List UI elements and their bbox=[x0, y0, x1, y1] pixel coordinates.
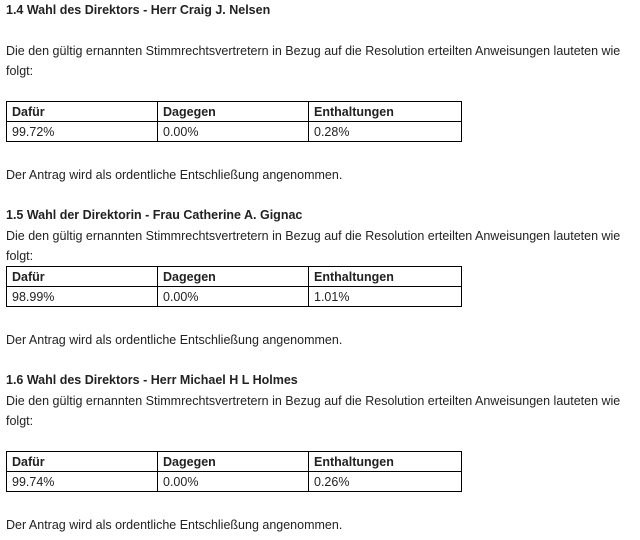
section-title-1-5: 1.5 Wahl der Direktorin - Frau Catherine A. Gignac bbox=[6, 208, 303, 222]
section-intro-1-4: Die den gültig ernannten Stimmrechtsvertretern in Bezug auf die Resolution erteilten Anweisungen lauteten wie folgt: bbox=[6, 44, 621, 78]
vote-table-header-row bbox=[7, 102, 462, 122]
value-against: 0.00% bbox=[158, 472, 309, 492]
header-against: Dagegen bbox=[158, 102, 309, 122]
section-title-1-6: 1.6 Wahl des Direktors - Herr Michael H L Holmes bbox=[6, 373, 298, 387]
vote-table-1-4 bbox=[6, 101, 462, 142]
header-against: Dagegen bbox=[158, 452, 309, 472]
header-for: Dafür bbox=[7, 102, 158, 122]
header-abstentions: Enthaltungen bbox=[309, 267, 462, 287]
header-abstentions: Enthaltungen bbox=[309, 102, 462, 122]
vote-table-value-row bbox=[7, 472, 462, 492]
header-abstentions: Enthaltungen bbox=[309, 452, 462, 472]
value-for: 99.74% bbox=[7, 472, 158, 492]
vote-table-1-5 bbox=[6, 266, 462, 307]
vote-table-value-row bbox=[7, 287, 462, 307]
vote-table-value-row bbox=[7, 122, 462, 142]
section-intro-1-5: Die den gültig ernannten Stimmrechtsvertretern in Bezug auf die Resolution erteilten Anweisungen lauteten wie folgt: bbox=[6, 229, 621, 263]
value-abstentions: 1.01% bbox=[309, 287, 462, 307]
vote-table-1-6 bbox=[6, 451, 462, 492]
header-for: Dafür bbox=[7, 452, 158, 472]
vote-table-header-row bbox=[7, 452, 462, 472]
value-against: 0.00% bbox=[158, 122, 309, 142]
value-abstentions: 0.26% bbox=[309, 472, 462, 492]
vote-table-header-row bbox=[7, 267, 462, 287]
section-result-1-4: Der Antrag wird als ordentliche Entschließung angenommen. bbox=[6, 168, 343, 182]
header-for: Dafür bbox=[7, 267, 158, 287]
value-abstentions: 0.28% bbox=[309, 122, 462, 142]
value-for: 98.99% bbox=[7, 287, 158, 307]
section-result-1-5: Der Antrag wird als ordentliche Entschließung angenommen. bbox=[6, 333, 343, 347]
section-title-1-4: 1.4 Wahl des Direktors - Herr Craig J. Nelsen bbox=[6, 3, 271, 17]
header-against: Dagegen bbox=[158, 267, 309, 287]
section-result-1-6: Der Antrag wird als ordentliche Entschließung angenommen. bbox=[6, 518, 343, 532]
value-for: 99.72% bbox=[7, 122, 158, 142]
section-intro-1-6: Die den gültig ernannten Stimmrechtsvertretern in Bezug auf die Resolution erteilten Anweisungen lauteten wie folgt: bbox=[6, 394, 621, 428]
value-against: 0.00% bbox=[158, 287, 309, 307]
